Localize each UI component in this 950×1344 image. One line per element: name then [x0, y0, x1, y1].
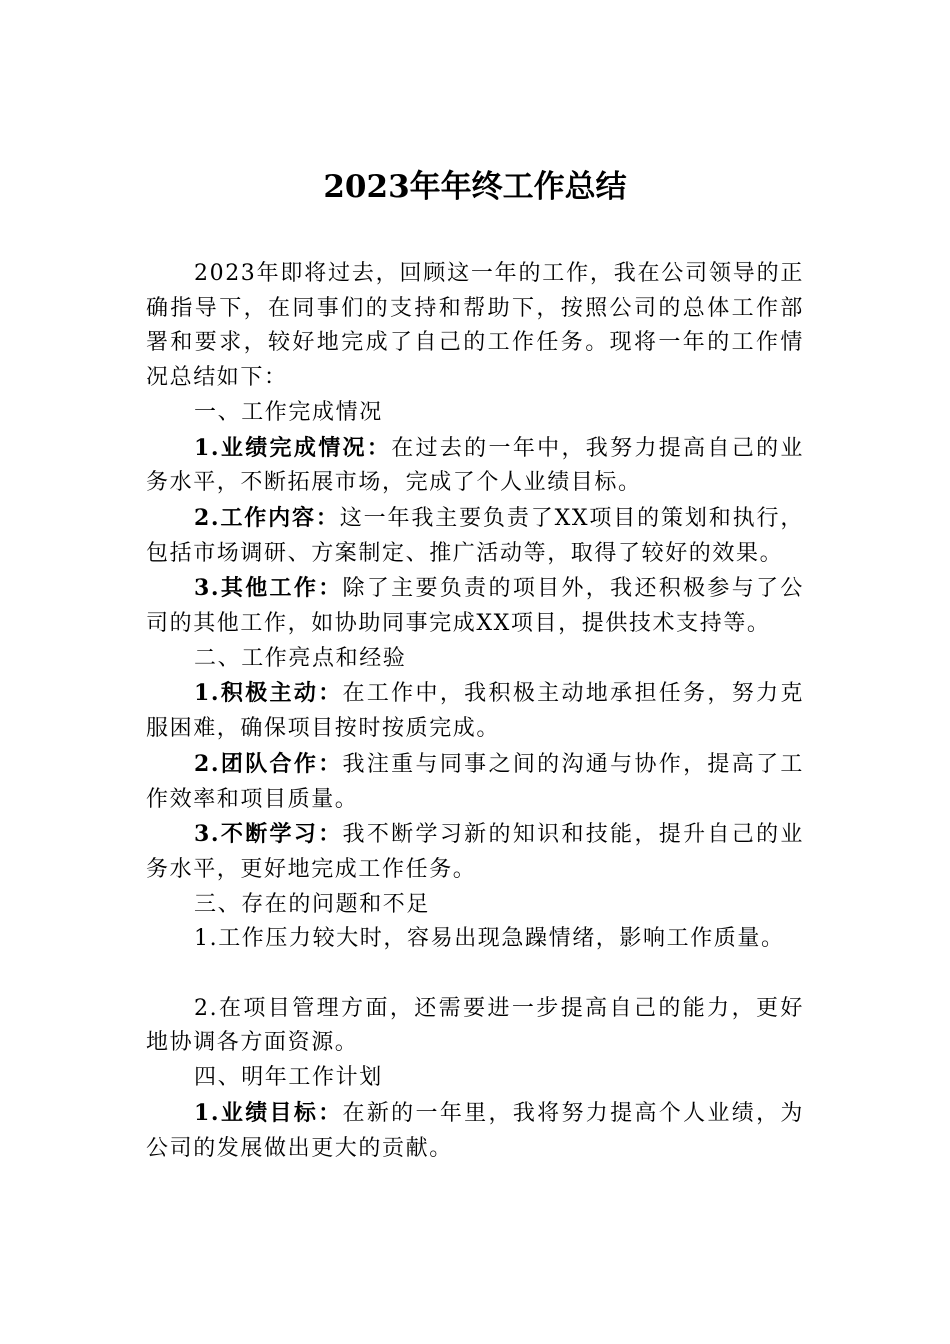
section3-item-1: 1.工作压力较大时，容易出现急躁情绪，影响工作质量。	[194, 926, 785, 952]
section1-item-2	[146, 501, 804, 571]
section1-item-1	[146, 431, 804, 501]
blank-line	[146, 957, 804, 992]
section2-item-1	[146, 676, 804, 746]
section-heading-4: 四、明年工作计划	[194, 1065, 383, 1091]
section-heading-1: 一、工作完成情况	[194, 399, 383, 425]
section4-item-1	[146, 1096, 804, 1166]
item-lead: 3.其他工作：	[194, 575, 343, 602]
section-heading-3: 三、存在的问题和不足	[194, 891, 431, 917]
item-text: 我注重与同事之间的沟通与协作，提高了工作效率和项目质量。	[146, 751, 804, 812]
item-lead: 1.业绩目标：	[194, 1099, 343, 1126]
item-lead: 1.业绩完成情况：	[194, 434, 392, 461]
item-lead: 2.团队合作：	[194, 750, 343, 777]
item-text: 在过去的一年中，我努力提高自己的业务水平，不断拓展市场，完成了个人业绩目标。	[146, 435, 805, 496]
intro-paragraph: 2023年即将过去，回顾这一年的工作，我在公司领导的正确指导下，在同事们的支持和帮助下，按照公司的总体工作部署和要求，较好地完成了自己的工作任务。现将一年的工作情况总结如下：	[146, 261, 804, 391]
item-text: 除了主要负责的项目外，我还积极参与了公司的其他工作，如协助同事完成XX项目，提供技术支持等。	[146, 576, 804, 637]
item-text: 在新的一年里，我将努力提高个人业绩，为公司的发展做出更大的贡献。	[146, 1100, 804, 1161]
item-text: 我不断学习新的知识和技能，提升自己的业务水平，更好地完成工作任务。	[146, 822, 804, 882]
item-lead: 2.工作内容：	[194, 504, 340, 531]
document-body	[146, 257, 804, 1166]
section1-item-3	[146, 571, 804, 641]
item-text: 在工作中，我积极主动地承担任务，努力克服困难，确保项目按时按质完成。	[146, 681, 804, 742]
section-heading-2: 二、工作亮点和经验	[194, 645, 407, 671]
section2-item-2	[146, 747, 804, 817]
item-text: 这一年我主要负责了XX项目的策划和执行，包括市场调研、方案制定、推广活动等，取得了较好的效果。	[146, 505, 804, 566]
item-lead: 1.积极主动：	[194, 680, 343, 707]
section2-item-3	[146, 817, 804, 887]
item-lead: 3.不断学习：	[194, 821, 343, 848]
section3-item-2: 2.在项目管理方面，还需要进一步提高自己的能力，更好地协调各方面资源。	[146, 995, 804, 1056]
document-title: 2023年年终工作总结	[323, 169, 627, 205]
